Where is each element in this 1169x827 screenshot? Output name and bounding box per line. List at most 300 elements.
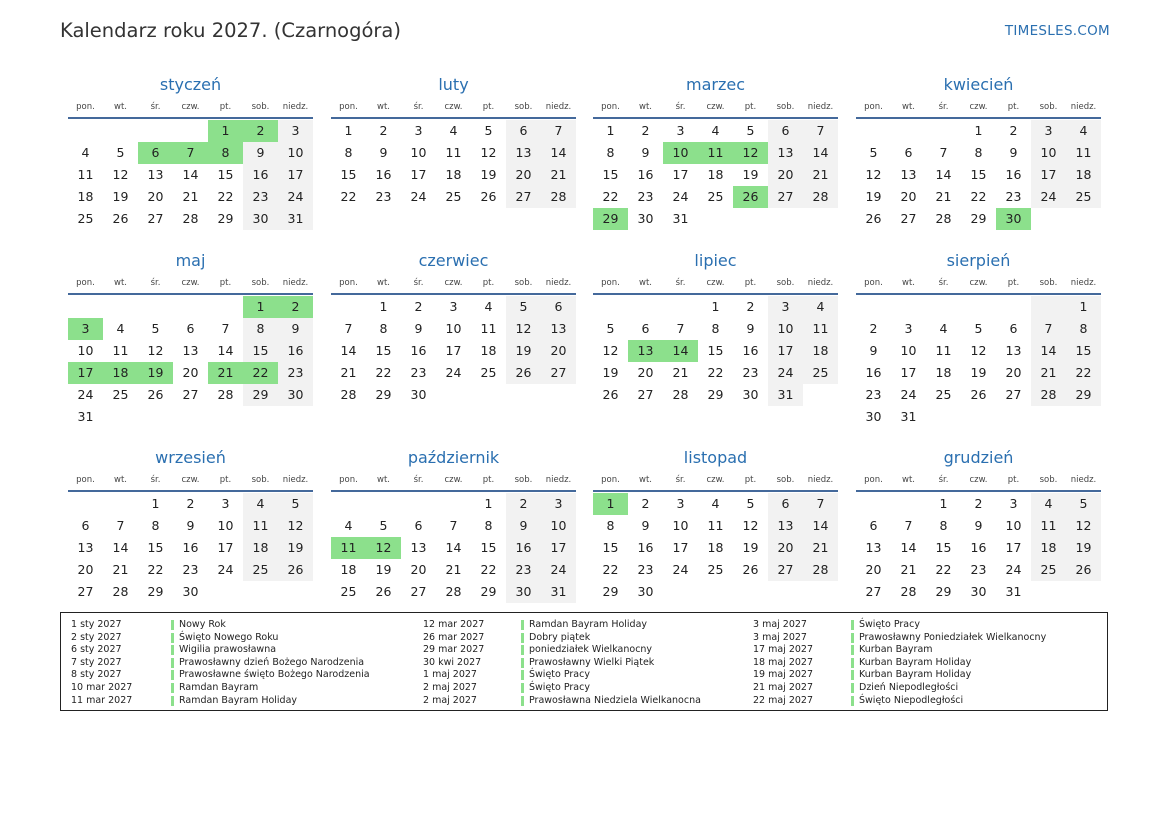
day-cell: 3 xyxy=(68,318,103,340)
day-cell: 8 xyxy=(379,321,388,336)
day-cell: 4 xyxy=(1031,493,1066,515)
day-cell: 5 xyxy=(974,321,983,336)
legend-item xyxy=(423,669,701,682)
day-cell: 24 xyxy=(768,362,803,384)
header-rule xyxy=(331,490,576,492)
empty-cell xyxy=(926,406,961,428)
week-row xyxy=(331,186,576,208)
day-cell: 29 xyxy=(1066,384,1101,406)
weekday-label: pon. xyxy=(339,102,358,112)
day-cell: 17 xyxy=(1031,164,1066,186)
day-cell: 24 xyxy=(410,189,427,204)
day-cell: 2 xyxy=(278,296,313,318)
day-cell: 29 xyxy=(593,208,628,230)
empty-cell xyxy=(68,493,103,515)
weekday-label: wt. xyxy=(639,475,652,485)
week-row xyxy=(68,581,313,603)
empty-cell xyxy=(733,581,768,603)
day-cell: 13 xyxy=(506,142,541,164)
weekday-label: śr. xyxy=(150,278,161,288)
week-row xyxy=(856,208,1101,230)
day-cell: 12 xyxy=(602,343,619,358)
week-row xyxy=(856,581,1101,603)
empty-cell xyxy=(768,581,803,603)
day-cell: 11 xyxy=(803,318,838,340)
day-cell: 14 xyxy=(541,142,576,164)
day-cell: 20 xyxy=(1005,365,1022,380)
empty-cell xyxy=(856,493,891,515)
header-rule xyxy=(331,293,576,295)
holiday-date: 2 sty 2027 xyxy=(71,631,122,643)
week-row xyxy=(331,384,576,406)
day-cell: 15 xyxy=(707,343,724,358)
day-cell: 11 xyxy=(1031,515,1066,537)
month-name: marzec xyxy=(685,75,745,94)
day-cell: 3 xyxy=(221,496,230,511)
weekday-label: pt. xyxy=(744,475,757,485)
day-cell: 18 xyxy=(445,167,462,182)
week-row xyxy=(593,318,838,340)
day-cell: 18 xyxy=(480,343,497,358)
header-rule xyxy=(856,117,1101,119)
day-cell: 12 xyxy=(278,515,313,537)
day-cell: 13 xyxy=(900,167,917,182)
legend-item xyxy=(423,619,701,632)
holiday-date: 6 sty 2027 xyxy=(71,644,122,656)
weekday-label: pt. xyxy=(744,278,757,288)
day-cell: 17 xyxy=(217,540,234,555)
day-cell: 1 xyxy=(484,496,493,511)
weekday-label: wt. xyxy=(639,278,652,288)
day-cell: 15 xyxy=(147,540,164,555)
day-cell: 1 xyxy=(151,496,160,511)
day-cell: 24 xyxy=(900,387,917,402)
day-cell: 8 xyxy=(1066,318,1101,340)
holiday-marker xyxy=(521,620,524,630)
day-cell: 29 xyxy=(970,211,987,226)
day-cell: 5 xyxy=(746,496,755,511)
holiday-name: Kurban Bayram xyxy=(859,644,933,656)
month-name: kwiecień xyxy=(943,75,1014,94)
day-cell: 30 xyxy=(410,387,427,402)
day-cell: 9 xyxy=(641,145,650,160)
weekday-label: wt. xyxy=(902,475,915,485)
day-cell: 30 xyxy=(970,584,987,599)
day-cell: 10 xyxy=(663,142,698,164)
weekday-label: niedz. xyxy=(282,278,309,288)
weekday-label: śr. xyxy=(938,102,949,112)
weekday-header xyxy=(593,473,838,488)
weekday-label: śr. xyxy=(938,475,949,485)
day-cell: 26 xyxy=(112,211,129,226)
holiday-date: 11 mar 2027 xyxy=(71,694,133,706)
empty-cell xyxy=(926,120,961,142)
day-cell: 14 xyxy=(340,343,357,358)
day-cell: 9 xyxy=(746,321,755,336)
day-cell: 1 xyxy=(939,496,948,511)
day-cell: 27 xyxy=(637,387,654,402)
weekday-label: wt. xyxy=(377,475,390,485)
day-cell: 18 xyxy=(1031,537,1066,559)
day-cell: 6 xyxy=(904,145,913,160)
day-cell: 7 xyxy=(803,120,838,142)
empty-cell xyxy=(628,296,663,318)
empty-cell xyxy=(173,296,208,318)
legend-column xyxy=(71,619,370,707)
header-rule xyxy=(331,117,576,119)
day-cell: 26 xyxy=(480,189,497,204)
day-cell: 27 xyxy=(768,559,803,581)
week-row xyxy=(593,186,838,208)
day-cell: 24 xyxy=(1005,562,1022,577)
day-cell: 3 xyxy=(768,296,803,318)
day-cell: 27 xyxy=(865,584,882,599)
weekday-label: niedz. xyxy=(807,278,834,288)
day-cell: 15 xyxy=(602,540,619,555)
week-row xyxy=(68,384,313,406)
day-cell: 4 xyxy=(1066,120,1101,142)
day-cell: 26 xyxy=(506,362,541,384)
day-cell: 21 xyxy=(208,362,243,384)
day-cell: 2 xyxy=(506,493,541,515)
day-cell: 13 xyxy=(182,343,199,358)
header-rule xyxy=(593,117,838,119)
week-row xyxy=(856,340,1101,362)
day-cell: 31 xyxy=(77,409,94,424)
weekday-label: pon. xyxy=(339,278,358,288)
holiday-date: 29 mar 2027 xyxy=(423,644,485,656)
weekday-label: sob. xyxy=(514,278,533,288)
day-cell: 7 xyxy=(939,145,948,160)
day-cell: 15 xyxy=(480,540,497,555)
day-cell: 21 xyxy=(935,189,952,204)
holiday-name: Święto Niepodległości xyxy=(859,694,964,706)
week-row xyxy=(593,559,838,581)
day-cell: 29 xyxy=(480,584,497,599)
day-cell: 17 xyxy=(445,343,462,358)
day-cell: 28 xyxy=(803,186,838,208)
day-cell: 10 xyxy=(900,343,917,358)
day-cell: 3 xyxy=(414,123,423,138)
weekday-header xyxy=(68,276,313,291)
day-cell: 14 xyxy=(935,167,952,182)
day-cell: 22 xyxy=(602,562,619,577)
day-cell: 8 xyxy=(243,318,278,340)
day-cell: 27 xyxy=(541,362,576,384)
day-cell: 18 xyxy=(707,167,724,182)
weekday-label: pon. xyxy=(76,475,95,485)
day-cell: 25 xyxy=(340,584,357,599)
weekday-header xyxy=(856,473,1101,488)
day-cell: 14 xyxy=(900,540,917,555)
day-cell: 2 xyxy=(869,321,878,336)
empty-cell xyxy=(208,406,243,428)
weekday-label: wt. xyxy=(639,102,652,112)
day-cell: 15 xyxy=(935,540,952,555)
empty-cell xyxy=(733,208,768,230)
weekday-label: sob. xyxy=(1039,475,1058,485)
week-row xyxy=(68,186,313,208)
day-cell: 17 xyxy=(900,365,917,380)
day-cell: 6 xyxy=(414,518,423,533)
weekday-label: pt. xyxy=(1007,102,1020,112)
week-row xyxy=(593,493,838,515)
weekday-label: czw. xyxy=(706,102,725,112)
day-cell: 23 xyxy=(1005,189,1022,204)
day-cell: 5 xyxy=(116,145,125,160)
day-cell: 20 xyxy=(865,562,882,577)
weekday-label: niedz. xyxy=(545,102,572,112)
weekday-label: pt. xyxy=(219,475,232,485)
weekday-label: sob. xyxy=(251,102,270,112)
weekday-label: niedz. xyxy=(545,475,572,485)
weekday-label: sob. xyxy=(1039,278,1058,288)
day-cell: 28 xyxy=(900,584,917,599)
day-cell: 7 xyxy=(541,120,576,142)
holiday-name: Ramdan Bayram Holiday xyxy=(529,619,648,630)
legend-item xyxy=(71,682,370,695)
day-cell: 1 xyxy=(606,123,615,138)
day-cell: 23 xyxy=(243,186,278,208)
day-cell: 30 xyxy=(506,581,541,603)
empty-cell xyxy=(331,493,366,515)
empty-cell xyxy=(278,581,313,603)
day-cell: 10 xyxy=(768,318,803,340)
day-cell: 10 xyxy=(278,142,313,164)
day-cell: 11 xyxy=(1066,142,1101,164)
week-row xyxy=(593,537,838,559)
day-cell: 19 xyxy=(865,189,882,204)
empty-cell xyxy=(803,208,838,230)
day-cell: 12 xyxy=(366,537,401,559)
week-row xyxy=(68,559,313,581)
day-cell: 24 xyxy=(541,559,576,581)
day-cell: 28 xyxy=(217,387,234,402)
day-cell: 7 xyxy=(221,321,230,336)
day-cell: 11 xyxy=(77,167,94,182)
empty-cell xyxy=(856,120,891,142)
day-cell: 11 xyxy=(935,343,952,358)
day-cell: 19 xyxy=(970,365,987,380)
week-row xyxy=(593,164,838,186)
day-cell: 12 xyxy=(480,145,497,160)
day-cell: 14 xyxy=(445,540,462,555)
day-cell: 24 xyxy=(77,387,94,402)
week-row xyxy=(68,340,313,362)
month-name: maj xyxy=(175,251,206,270)
day-cell: 25 xyxy=(77,211,94,226)
week-row xyxy=(856,318,1101,340)
empty-cell xyxy=(103,120,138,142)
day-cell: 5 xyxy=(151,321,160,336)
empty-cell xyxy=(996,406,1031,428)
holiday-date: 12 mar 2027 xyxy=(423,619,485,630)
weekday-label: sob. xyxy=(251,278,270,288)
day-cell: 1 xyxy=(379,299,388,314)
weekday-label: wt. xyxy=(377,102,390,112)
empty-cell xyxy=(103,296,138,318)
day-cell: 8 xyxy=(939,518,948,533)
day-cell: 12 xyxy=(742,518,759,533)
weekday-label: wt. xyxy=(114,102,127,112)
day-cell: 18 xyxy=(243,537,278,559)
weekday-header xyxy=(593,100,838,115)
day-cell: 19 xyxy=(375,562,392,577)
empty-cell xyxy=(961,296,996,318)
day-cell: 22 xyxy=(217,189,234,204)
month-name: wrzesień xyxy=(155,448,226,467)
day-cell: 22 xyxy=(243,362,278,384)
empty-cell xyxy=(856,296,891,318)
day-cell: 9 xyxy=(1009,145,1018,160)
day-cell: 16 xyxy=(410,343,427,358)
day-cell: 6 xyxy=(869,518,878,533)
day-cell: 21 xyxy=(803,537,838,559)
month-10 xyxy=(331,447,576,603)
empty-cell xyxy=(768,208,803,230)
empty-cell xyxy=(208,581,243,603)
day-cell: 21 xyxy=(112,562,129,577)
day-cell: 17 xyxy=(68,362,103,384)
day-cell: 26 xyxy=(602,387,619,402)
empty-cell xyxy=(1031,581,1066,603)
holiday-marker xyxy=(171,633,174,643)
week-row xyxy=(68,120,313,142)
day-cell: 7 xyxy=(904,518,913,533)
day-cell: 4 xyxy=(81,145,90,160)
weekday-label: czw. xyxy=(706,278,725,288)
day-cell: 1 xyxy=(1066,296,1101,318)
holiday-name: Święto Nowego Roku xyxy=(179,631,279,643)
day-cell: 31 xyxy=(278,208,313,230)
week-row xyxy=(68,208,313,230)
holiday-name: Święto Pracy xyxy=(529,669,590,681)
day-cell: 27 xyxy=(768,186,803,208)
legend-item xyxy=(71,669,370,682)
day-cell: 31 xyxy=(672,211,689,226)
day-cell: 10 xyxy=(1005,518,1022,533)
day-cell: 10 xyxy=(672,518,689,533)
week-row xyxy=(68,515,313,537)
empty-cell xyxy=(663,581,698,603)
day-cell: 16 xyxy=(375,167,392,182)
holiday-date: 1 maj 2027 xyxy=(423,669,477,681)
month-name: listopad xyxy=(683,448,748,467)
day-cell: 22 xyxy=(480,562,497,577)
week-row xyxy=(331,559,576,581)
weekday-header xyxy=(331,276,576,291)
day-cell: 26 xyxy=(1066,559,1101,581)
weekday-label: czw. xyxy=(969,278,988,288)
day-cell: 18 xyxy=(103,362,138,384)
day-cell: 23 xyxy=(970,562,987,577)
day-cell: 11 xyxy=(331,537,366,559)
day-cell: 14 xyxy=(112,540,129,555)
holiday-name: Prawosławny dzień Bożego Narodzenia xyxy=(179,656,365,668)
day-cell: 6 xyxy=(768,120,803,142)
holiday-marker xyxy=(521,683,524,693)
weekday-header xyxy=(331,100,576,115)
holiday-marker xyxy=(851,645,854,655)
legend-item xyxy=(423,682,701,695)
week-row xyxy=(68,164,313,186)
day-cell: 2 xyxy=(186,496,195,511)
day-cell: 6 xyxy=(138,142,173,164)
day-cell: 1 xyxy=(974,123,983,138)
day-cell: 2 xyxy=(379,123,388,138)
month-11 xyxy=(593,447,838,603)
day-cell: 30 xyxy=(243,208,278,230)
empty-cell xyxy=(68,296,103,318)
day-cell: 11 xyxy=(445,145,462,160)
day-cell: 6 xyxy=(641,321,650,336)
holiday-date: 1 sty 2027 xyxy=(71,619,122,630)
day-cell: 17 xyxy=(410,167,427,182)
weekday-label: czw. xyxy=(969,475,988,485)
day-cell: 14 xyxy=(663,340,698,362)
holiday-name: Prawosławny Poniedziałek Wielkanocny xyxy=(859,631,1047,643)
weekday-label: pon. xyxy=(339,475,358,485)
day-cell: 31 xyxy=(1005,584,1022,599)
holiday-name: Ramdan Bayram Holiday xyxy=(179,694,298,706)
day-cell: 1 xyxy=(243,296,278,318)
day-cell: 8 xyxy=(208,142,243,164)
month-name: grudzień xyxy=(943,448,1014,467)
day-cell: 6 xyxy=(768,493,803,515)
weekday-label: śr. xyxy=(938,278,949,288)
day-cell: 4 xyxy=(711,123,720,138)
day-cell: 31 xyxy=(768,384,803,406)
day-cell: 13 xyxy=(1005,343,1022,358)
day-cell: 13 xyxy=(410,540,427,555)
day-cell: 23 xyxy=(742,365,759,380)
brand-link[interactable]: TIMESLES.COM xyxy=(1004,23,1110,39)
holiday-marker xyxy=(171,658,174,668)
weekday-label: śr. xyxy=(675,278,686,288)
holiday-date: 7 sty 2027 xyxy=(71,656,122,668)
empty-cell xyxy=(663,296,698,318)
week-row xyxy=(856,186,1101,208)
month-name: październik xyxy=(407,448,500,467)
weekday-label: pon. xyxy=(864,475,883,485)
holiday-date: 19 maj 2027 xyxy=(753,669,814,681)
empty-cell xyxy=(436,493,471,515)
week-row xyxy=(68,142,313,164)
empty-cell xyxy=(698,208,733,230)
day-cell: 31 xyxy=(541,581,576,603)
header-rule xyxy=(68,117,313,119)
day-cell: 4 xyxy=(803,296,838,318)
week-row xyxy=(593,362,838,384)
weekday-label: pt. xyxy=(482,278,495,288)
day-cell: 4 xyxy=(939,321,948,336)
holiday-legend xyxy=(60,612,1108,711)
holiday-date: 22 maj 2027 xyxy=(753,694,814,706)
week-row xyxy=(331,493,576,515)
weekday-label: sob. xyxy=(514,475,533,485)
day-cell: 6 xyxy=(186,321,195,336)
week-row xyxy=(856,164,1101,186)
week-row xyxy=(331,515,576,537)
day-cell: 16 xyxy=(278,340,313,362)
header-rule xyxy=(856,293,1101,295)
day-cell: 10 xyxy=(541,515,576,537)
empty-cell xyxy=(1031,208,1066,230)
day-cell: 4 xyxy=(449,123,458,138)
day-cell: 18 xyxy=(1066,164,1101,186)
day-cell: 26 xyxy=(742,562,759,577)
legend-item xyxy=(71,619,370,632)
